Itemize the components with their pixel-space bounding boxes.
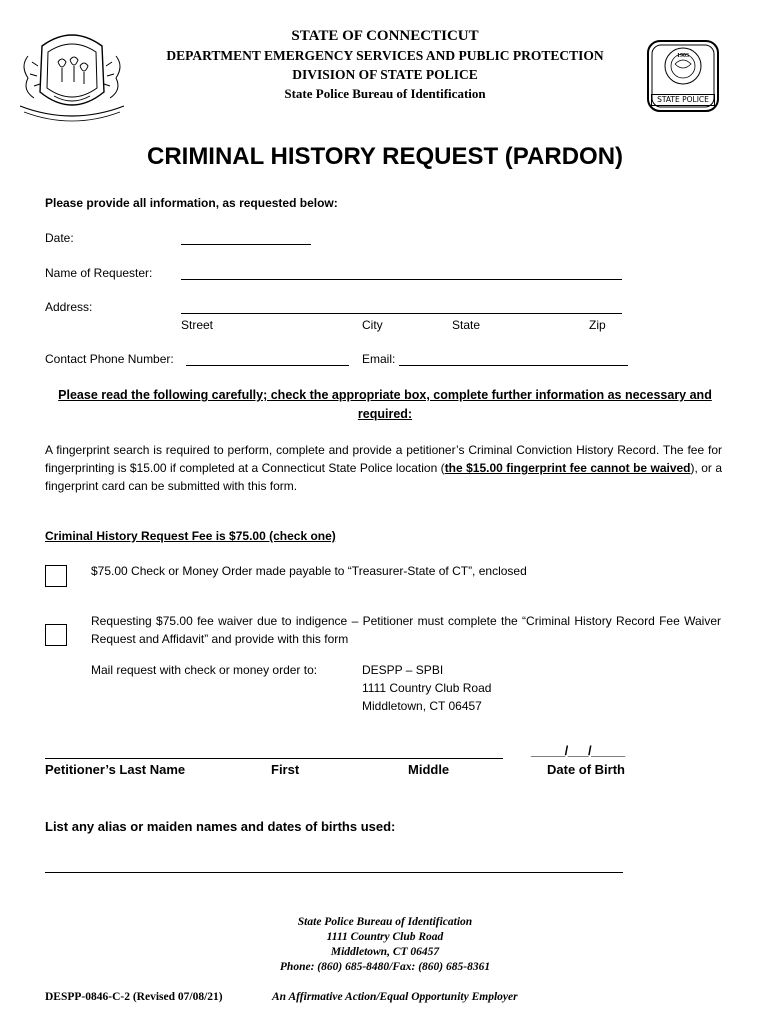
- header-division: DIVISION OF STATE POLICE: [292, 67, 478, 82]
- badge-text: STATE POLICE: [651, 94, 715, 106]
- instructions: Please provide all information, as requested below:: [45, 196, 338, 210]
- petitioner-name-field[interactable]: [45, 758, 503, 759]
- phone-field[interactable]: [186, 365, 349, 366]
- zip-label: Zip: [589, 318, 606, 332]
- fee-heading: Criminal History Request Fee is $75.00 (check one): [45, 529, 336, 543]
- date-label: Date:: [45, 231, 74, 245]
- header-state: STATE OF CONNECTICUT: [291, 28, 479, 44]
- fingerprint-text-before: A fingerprint search is required to perform, complete and provide a petitioner’s Criminal Conviction History Record. The fee for fingerprinting is $15.00 if completed at a Connecticut State Police location (: [45, 443, 722, 475]
- state-label: State: [452, 318, 481, 332]
- badge-year: 1903: [677, 53, 689, 59]
- form-number: DESPP-0846-C-2 (Revised 07/08/21): [45, 991, 223, 1003]
- mail-line-1: DESPP – SPBI: [362, 663, 444, 677]
- mail-line-3: Middletown, CT 06457: [362, 699, 482, 713]
- state-police-badge: [645, 38, 721, 114]
- dob-field[interactable]: _____/___/_____: [531, 743, 625, 758]
- fee-checkbox-waiver[interactable]: [45, 624, 67, 646]
- page-title: CRIMINAL HISTORY REQUEST (PARDON): [146, 143, 624, 170]
- eoe-statement: An Affirmative Action/Equal Opportunity Employer: [272, 991, 518, 1003]
- fee-option-waiver: Requesting $75.00 fee waiver due to indigence – Petitioner must complete the “Criminal History Record Fee Waiver Request and Affidavit” and provide with this form: [91, 614, 721, 646]
- read-notice: Please read the following carefully; check the appropriate box, complete further information as necessary and required:: [58, 388, 712, 421]
- city-label: City: [362, 318, 383, 332]
- phone-label: Contact Phone Number:: [45, 352, 174, 366]
- footer-city: Middletown, CT 06457: [330, 946, 440, 958]
- footer-bureau: State Police Bureau of Identification: [297, 916, 473, 928]
- header-department: DEPARTMENT EMERGENCY SERVICES AND PUBLIC PROTECTION: [166, 48, 604, 63]
- first-name-label: First: [271, 762, 300, 777]
- street-label: Street: [181, 318, 214, 332]
- fee-checkbox-enclosed[interactable]: [45, 565, 67, 587]
- fingerprint-paragraph: [45, 441, 722, 495]
- footer-address: 1111 Country Club Road: [326, 931, 444, 943]
- alias-label: List any alias or maiden names and dates of births used:: [45, 819, 396, 834]
- fingerprint-emphasis: the $15.00 fingerprint fee cannot be waived: [444, 461, 691, 475]
- header-bureau: State Police Bureau of Identification: [284, 86, 486, 101]
- email-field[interactable]: [399, 365, 628, 366]
- footer-phone: Phone: (860) 685-8480/Fax: (860) 685-8361: [279, 961, 491, 973]
- mail-line-2: 1111 Country Club Road: [362, 681, 492, 695]
- name-field[interactable]: [181, 279, 622, 280]
- address-field[interactable]: [181, 313, 622, 314]
- alias-field[interactable]: [45, 872, 623, 873]
- fee-option-enclosed: $75.00 Check or Money Order made payable to “Treasurer-State of CT”, enclosed: [91, 564, 527, 578]
- middle-name-label: Middle: [408, 762, 450, 777]
- mail-label: Mail request with check or money order to:: [91, 663, 318, 677]
- name-label: Name of Requester:: [45, 266, 153, 280]
- last-name-label: Petitioner’s Last Name: [45, 762, 186, 777]
- email-label: Email:: [362, 352, 396, 366]
- dob-label: Date of Birth: [547, 762, 625, 777]
- fingerprint-text-after: ), or a fingerprint card can be submitted with this form.: [45, 461, 722, 493]
- date-field[interactable]: [181, 244, 311, 245]
- address-label: Address:: [45, 300, 93, 314]
